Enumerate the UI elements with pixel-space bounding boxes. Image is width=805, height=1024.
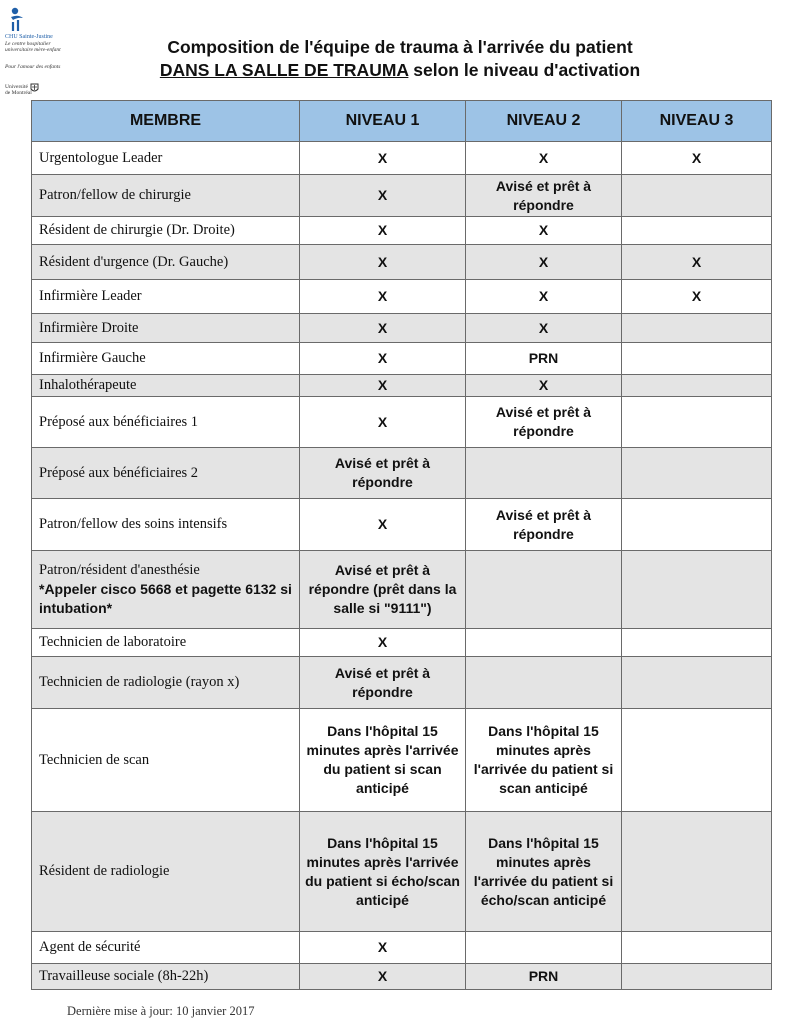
- niveau-2-cell: X: [466, 280, 622, 314]
- logo-line-3: universitaire mère-enfant: [5, 47, 61, 53]
- niveau-1-cell: X: [300, 217, 466, 245]
- hospital-logo: [3, 4, 75, 96]
- niveau-3-cell: [622, 448, 772, 499]
- member-cell: Infirmière Droite: [32, 314, 300, 343]
- niveau-2-cell: Dans l'hôpital 15 minutes après l'arrivée du patient si écho/scan anticipé: [466, 812, 622, 932]
- niveau-2-cell: X: [466, 314, 622, 343]
- table-row: [32, 142, 772, 175]
- niveau-1-cell: X: [300, 142, 466, 175]
- niveau-1-cell: Dans l'hôpital 15 minutes après l'arrivée du patient si écho/scan anticipé: [300, 812, 466, 932]
- niveau-2-cell: Avisé et prêt à répondre: [466, 499, 622, 551]
- niveau-1-cell: Dans l'hôpital 15 minutes après l'arrivée du patient si scan anticipé: [300, 709, 466, 812]
- niveau-1-cell: X: [300, 932, 466, 964]
- niveau-3-cell: [622, 629, 772, 657]
- member-name: Patron/résident d'anesthésie: [39, 562, 200, 578]
- member-cell: Agent de sécurité: [32, 932, 300, 964]
- last-updated-note: Dernière mise à jour: 10 janvier 2017: [67, 1004, 255, 1018]
- column-header-niveau-2: NIVEAU 2: [466, 101, 622, 142]
- table-row: [32, 280, 772, 314]
- niveau-3-cell: [622, 812, 772, 932]
- table-row: [32, 551, 772, 629]
- member-cell: Résident de radiologie: [32, 812, 300, 932]
- niveau-1-cell: X: [300, 343, 466, 375]
- table-row: [32, 499, 772, 551]
- table-row: [32, 343, 772, 375]
- niveau-2-cell: Dans l'hôpital 15 minutes après l'arrivée du patient si scan anticipé: [466, 709, 622, 812]
- niveau-2-cell: X: [466, 375, 622, 397]
- table-row: [32, 657, 772, 709]
- page-title: [80, 36, 720, 82]
- member-cell: Infirmière Gauche: [32, 343, 300, 375]
- niveau-2-cell: [466, 657, 622, 709]
- niveau-1-cell: Avisé et prêt à répondre: [300, 448, 466, 499]
- table-row: [32, 245, 772, 280]
- niveau-2-cell: Avisé et prêt à répondre: [466, 397, 622, 448]
- niveau-3-cell: [622, 217, 772, 245]
- niveau-3-cell: X: [622, 280, 772, 314]
- niveau-3-cell: [622, 657, 772, 709]
- table-header-row: [32, 101, 772, 142]
- niveau-3-cell: X: [622, 142, 772, 175]
- niveau-1-cell: X: [300, 499, 466, 551]
- niveau-3-cell: [622, 375, 772, 397]
- table-row: [32, 709, 772, 812]
- title-line-1: Composition de l'équipe de trauma à l'arrivée du patient: [167, 37, 633, 57]
- member-cell: Résident de chirurgie (Dr. Droite): [32, 217, 300, 245]
- niveau-3-cell: [622, 964, 772, 990]
- university-crest-icon: [30, 83, 39, 93]
- niveau-2-cell: PRN: [466, 964, 622, 990]
- column-header-niveau-3: NIVEAU 3: [622, 101, 772, 142]
- niveau-3-cell: [622, 932, 772, 964]
- niveau-1-cell: X: [300, 314, 466, 343]
- table-row: [32, 629, 772, 657]
- logo-line-6: de Montréal: [5, 90, 32, 96]
- niveau-1-cell: X: [300, 629, 466, 657]
- column-header-membre: MEMBRE: [32, 101, 300, 142]
- niveau-3-cell: [622, 343, 772, 375]
- niveau-3-cell: [622, 499, 772, 551]
- niveau-1-cell: X: [300, 964, 466, 990]
- niveau-3-cell: [622, 551, 772, 629]
- member-cell: Patron/fellow des soins intensifs: [32, 499, 300, 551]
- niveau-2-cell: X: [466, 245, 622, 280]
- niveau-2-cell: X: [466, 217, 622, 245]
- niveau-2-cell: [466, 932, 622, 964]
- member-cell: Technicien de scan: [32, 709, 300, 812]
- member-cell: Technicien de radiologie (rayon x): [32, 657, 300, 709]
- niveau-2-cell: [466, 448, 622, 499]
- table-row: [32, 175, 772, 217]
- table-row: [32, 314, 772, 343]
- member-cell: Préposé aux bénéficiaires 1: [32, 397, 300, 448]
- niveau-1-cell: X: [300, 375, 466, 397]
- member-cell: Technicien de laboratoire: [32, 629, 300, 657]
- hospital-logo-icon: [7, 6, 29, 32]
- column-header-niveau-1: NIVEAU 1: [300, 101, 466, 142]
- niveau-2-cell: Avisé et prêt à répondre: [466, 175, 622, 217]
- member-cell: [32, 551, 300, 629]
- niveau-1-cell: X: [300, 397, 466, 448]
- title-line-2-rest: selon le niveau d'activation: [408, 60, 641, 80]
- niveau-1-cell: X: [300, 245, 466, 280]
- niveau-3-cell: [622, 709, 772, 812]
- member-note: *Appeler cisco 5668 et pagette 6132 si intubation*: [39, 581, 292, 616]
- table-row: [32, 932, 772, 964]
- logo-line-4: Pour l'amour des enfants: [5, 64, 61, 70]
- trauma-team-table: [31, 100, 772, 990]
- niveau-1-cell: X: [300, 175, 466, 217]
- niveau-3-cell: X: [622, 245, 772, 280]
- logo-line-5: Université: [5, 84, 28, 90]
- title-emphasis: DANS LA SALLE DE TRAUMA: [159, 60, 409, 80]
- member-cell: Résident d'urgence (Dr. Gauche): [32, 245, 300, 280]
- logo-line-2: Le centre hospitalier: [5, 41, 51, 47]
- niveau-1-cell: Avisé et prêt à répondre: [300, 657, 466, 709]
- table-row: [32, 397, 772, 448]
- niveau-2-cell: [466, 629, 622, 657]
- niveau-3-cell: [622, 175, 772, 217]
- table-row: [32, 964, 772, 990]
- table-row: [32, 448, 772, 499]
- member-cell: Urgentologue Leader: [32, 142, 300, 175]
- niveau-1-cell: Avisé et prêt à répondre (prêt dans la salle si "9111"): [300, 551, 466, 629]
- logo-line-1: CHU Sainte-Justine: [5, 34, 53, 40]
- table-row: [32, 812, 772, 932]
- niveau-2-cell: [466, 551, 622, 629]
- title-line-2: [80, 59, 720, 82]
- member-cell: Travailleuse sociale (8h-22h): [32, 964, 300, 990]
- niveau-3-cell: [622, 397, 772, 448]
- niveau-2-cell: X: [466, 142, 622, 175]
- member-cell: Patron/fellow de chirurgie: [32, 175, 300, 217]
- table-row: [32, 217, 772, 245]
- member-cell: Infirmière Leader: [32, 280, 300, 314]
- niveau-2-cell: PRN: [466, 343, 622, 375]
- niveau-3-cell: [622, 314, 772, 343]
- table-row: [32, 375, 772, 397]
- niveau-1-cell: X: [300, 280, 466, 314]
- member-cell: Préposé aux bénéficiaires 2: [32, 448, 300, 499]
- member-cell: Inhalothérapeute: [32, 375, 300, 397]
